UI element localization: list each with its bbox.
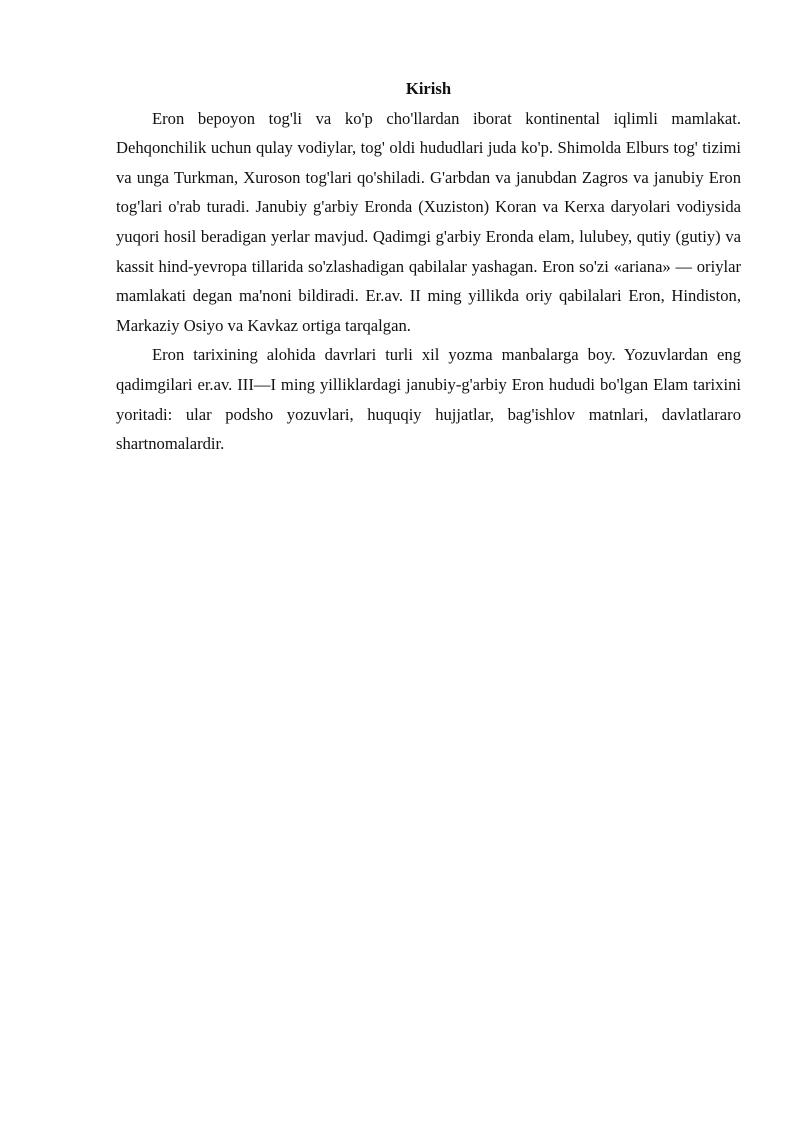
document-body bbox=[116, 74, 741, 459]
paragraph-1: Eron bepoyon tog'li va ko'p cho'llardan iborat kontinental iqlimli mamlakat. Dehqonchilik uchun qulay vodiylar, tog' oldi hududlari juda ko'p. Shimolda Elburs tog' tizimi va unga Turkman, Xuroson tog'lari qo'shiladi. G'arbdan va janubdan Zagros va janubiy Eron tog'lari o'rab turadi. Janubiy g'arbiy Eronda (Xuziston) Koran va Kerxa daryolari vodiysida yuqori hosil beradigan yerlar mavjud. Qadimgi g'arbiy Eronda elam, lulubey, qutiy (gutiy) va kassit hind-yevropa tillarida so'zlashadigan qabilalar yashagan. Eron so'zi «ariana» — oriylar mamlakati degan ma'noni bildiradi. Er.av. II ming yillikda oriy qabilalari Eron, Hindiston, Markaziy Osiyo va Kavkaz ortiga tarqalgan. bbox=[116, 108, 741, 335]
paragraph-2: Eron tarixining alohida davrlari turli xil yozma manbalarga boy. Yozuvlardan eng qadimgilari er.av. III—I ming yilliklardagi janubiy-g'arbiy Eron hududi bo'lgan Elam tarixini yoritadi: ular podsho yozuvlari, huquqiy hujjatlar, bag'ishlov matnlari, davlatlararo shartnomalardir. bbox=[116, 345, 741, 454]
document-title: Kirish bbox=[405, 79, 452, 98]
